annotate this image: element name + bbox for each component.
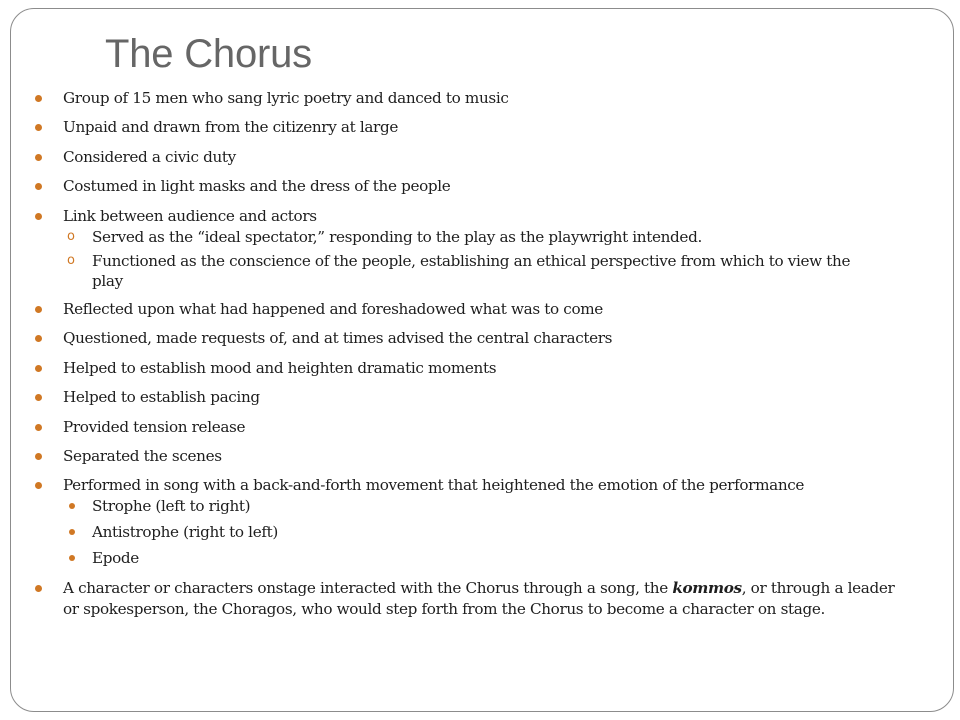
slide-content	[0, 88, 960, 628]
sub-bullet-list	[63, 227, 908, 291]
kommos-emphasis: kommos	[672, 578, 742, 597]
bullet-text: Considered a civic duty	[63, 147, 236, 166]
bullet-list	[0, 88, 960, 620]
bullet-text: Helped to establish pacing	[63, 388, 260, 407]
bullet-dot-icon	[35, 453, 42, 460]
sub-bullet-item	[0, 251, 908, 291]
bullet-text: Questioned, made requests of, and at times advised the central characters	[63, 329, 613, 348]
bullet-dot-icon	[35, 183, 42, 190]
bullet-item-final	[0, 578, 960, 620]
sub-bullet-text: Antistrophe (right to left)	[92, 523, 278, 542]
bullet-dot-icon	[35, 95, 42, 102]
bullet-text: Link between audience and actors	[63, 206, 317, 225]
bullet-item	[0, 328, 960, 349]
bullet-item	[0, 176, 960, 197]
circle-bullet-icon: o	[67, 252, 75, 268]
bullet-item	[0, 387, 960, 408]
bullet-dot-icon	[69, 529, 75, 535]
bullet-text: Performed in song with a back-and-forth movement that heightened the emotion of the performance	[63, 476, 805, 495]
bullet-dot-icon	[35, 154, 42, 161]
sub-bullet-item	[0, 227, 908, 247]
bullet-item-link	[0, 206, 960, 291]
bullet-item	[0, 446, 960, 467]
bullet-item-performed	[0, 475, 960, 569]
bullet-dot-icon	[35, 394, 42, 401]
bullet-item	[0, 117, 960, 138]
sub-bullet-list	[63, 496, 908, 569]
bullet-text: Reflected upon what had happened and foreshadowed what was to come	[63, 299, 603, 318]
bullet-text: Costumed in light masks and the dress of the people	[63, 177, 451, 196]
bullet-item	[0, 147, 960, 168]
bullet-dot-icon	[35, 124, 42, 131]
bullet-item	[0, 358, 960, 379]
sub-bullet-text: Strophe (left to right)	[92, 497, 251, 516]
sub-bullet-item	[0, 496, 908, 517]
circle-bullet-icon: o	[67, 228, 75, 244]
slide-title: The Chorus	[105, 32, 312, 76]
bullet-text: Separated the scenes	[63, 446, 222, 465]
bullet-item	[0, 88, 960, 109]
bullet-text-part1: A character or characters onstage interacted with the Chorus through a song, the	[63, 578, 673, 597]
bullet-dot-icon	[69, 555, 75, 561]
bullet-dot-icon	[35, 365, 42, 372]
bullet-dot-icon	[35, 424, 42, 431]
bullet-dot-icon	[35, 306, 42, 313]
bullet-dot-icon	[35, 335, 42, 342]
bullet-dot-icon	[69, 503, 75, 509]
bullet-dot-icon	[35, 482, 42, 489]
bullet-dot-icon	[35, 213, 42, 220]
bullet-text: Unpaid and drawn from the citizenry at large	[63, 118, 398, 137]
sub-bullet-text: Functioned as the conscience of the people, establishing an ethical perspective from which to view the play	[92, 251, 851, 290]
bullet-item	[0, 299, 960, 320]
sub-bullet-item	[0, 548, 908, 569]
sub-bullet-text: Served as the “ideal spectator,” responding to the play as the playwright intended.	[92, 227, 702, 246]
bullet-text-part2: , or through a leader or spokesperson, the Choragos, who would step forth from the Chorus to become a character on stage.	[63, 578, 895, 618]
bullet-item	[0, 417, 960, 438]
sub-bullet-item	[0, 522, 908, 543]
bullet-dot-icon	[35, 585, 42, 592]
sub-bullet-text: Epode	[92, 549, 139, 568]
bullet-text: Helped to establish mood and heighten dramatic moments	[63, 358, 497, 377]
bullet-text: Group of 15 men who sang lyric poetry and danced to music	[63, 89, 509, 107]
bullet-text: Provided tension release	[63, 417, 246, 436]
